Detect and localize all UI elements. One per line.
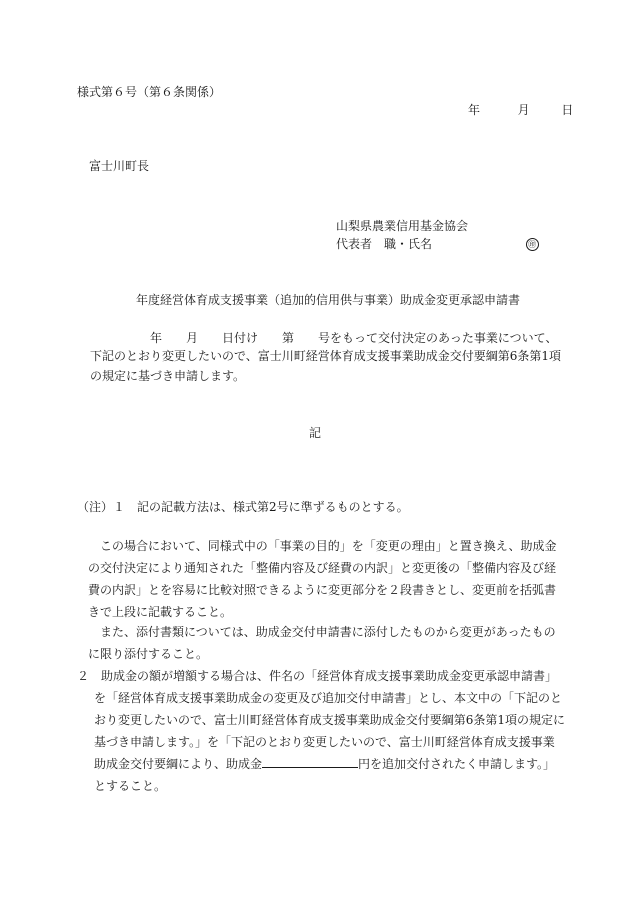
note-text-line: ２ 助成金の額が増額する場合は、件名の「経営体育成支援事業助成金変更承認申請書」 (77, 669, 558, 683)
note-text-line: また、添付書類については、助成金交付申請書に添付したものから変更があったもの (100, 625, 556, 639)
body-line-3: の規定に基づき申請します。 (90, 369, 246, 383)
note-1-paragraph-1 (88, 535, 568, 623)
form-number: 様式第６号（第６条関係） (77, 85, 222, 99)
note-2-last-prefix: 助成金交付要綱により、助成金 (94, 757, 263, 771)
note-text-line: の交付決定により通知された「整備内容及び経費の内訳」と変更後の「整備内容及び経 (88, 561, 557, 575)
note-text-line: おり変更したいので、富士川町経営体育成支援事業助成金交付要綱第6条第1項の規定に (94, 713, 566, 727)
note-text-line (77, 753, 567, 775)
body-line-1: 年 月 日付け 第 号をもって交付決定のあった事業について、 (150, 331, 558, 345)
note-text-line: この場合において、同様式中の「事業の目的」を「変更の理由」と置き換え、助成金 (100, 539, 557, 553)
date-day: 日 (561, 103, 574, 117)
date-month: 月 (517, 103, 530, 117)
applicant-org: 山梨県農業信用基金協会 (336, 219, 469, 233)
note-2-last-suffix: 円を追加交付されたく申請します。」 (358, 757, 556, 771)
document-title: 年度経営体育成支援事業（追加的信用供与事業）助成金変更承認申請書 (136, 293, 521, 307)
amount-blank (262, 755, 358, 768)
note-text-line: に限り添付すること。 (88, 647, 209, 661)
date-year: 年 (468, 103, 481, 117)
note-text-line: を「経営体育成支援事業助成金の変更及び追加交付申請書」とし、本文中の「下記のと (94, 691, 563, 705)
note-text-line: とすること。 (94, 779, 167, 793)
note-2 (77, 665, 567, 797)
applicant-representative (336, 238, 539, 251)
addressee: 富士川町長 (89, 159, 150, 173)
seal-mark: ㊞ (526, 238, 539, 251)
date-line (468, 104, 573, 116)
note-1: （注）１ 記の記載方法は、様式第2号に準ずるものとする。 (77, 500, 409, 514)
note-text-line: 費の内訳」とを容易に比較対照できるように変更部分を２段書きとし、変更前を括弧書 (88, 583, 557, 597)
note-text-line: きで上段に記載すること。 (88, 605, 233, 619)
note-1-paragraph-2 (88, 621, 568, 665)
representative-label: 代表者 職・氏名 (336, 237, 433, 251)
ki-heading: 記 (309, 426, 322, 440)
note-text-line: 基づき申請します。」を「下記のとおり変更したいので、富士川町経営体育成支援事業 (94, 735, 555, 749)
body-line-2: 下記のとおり変更したいので、富士川町経営体育成支援事業助成金交付要綱第6条第1項 (90, 349, 562, 363)
